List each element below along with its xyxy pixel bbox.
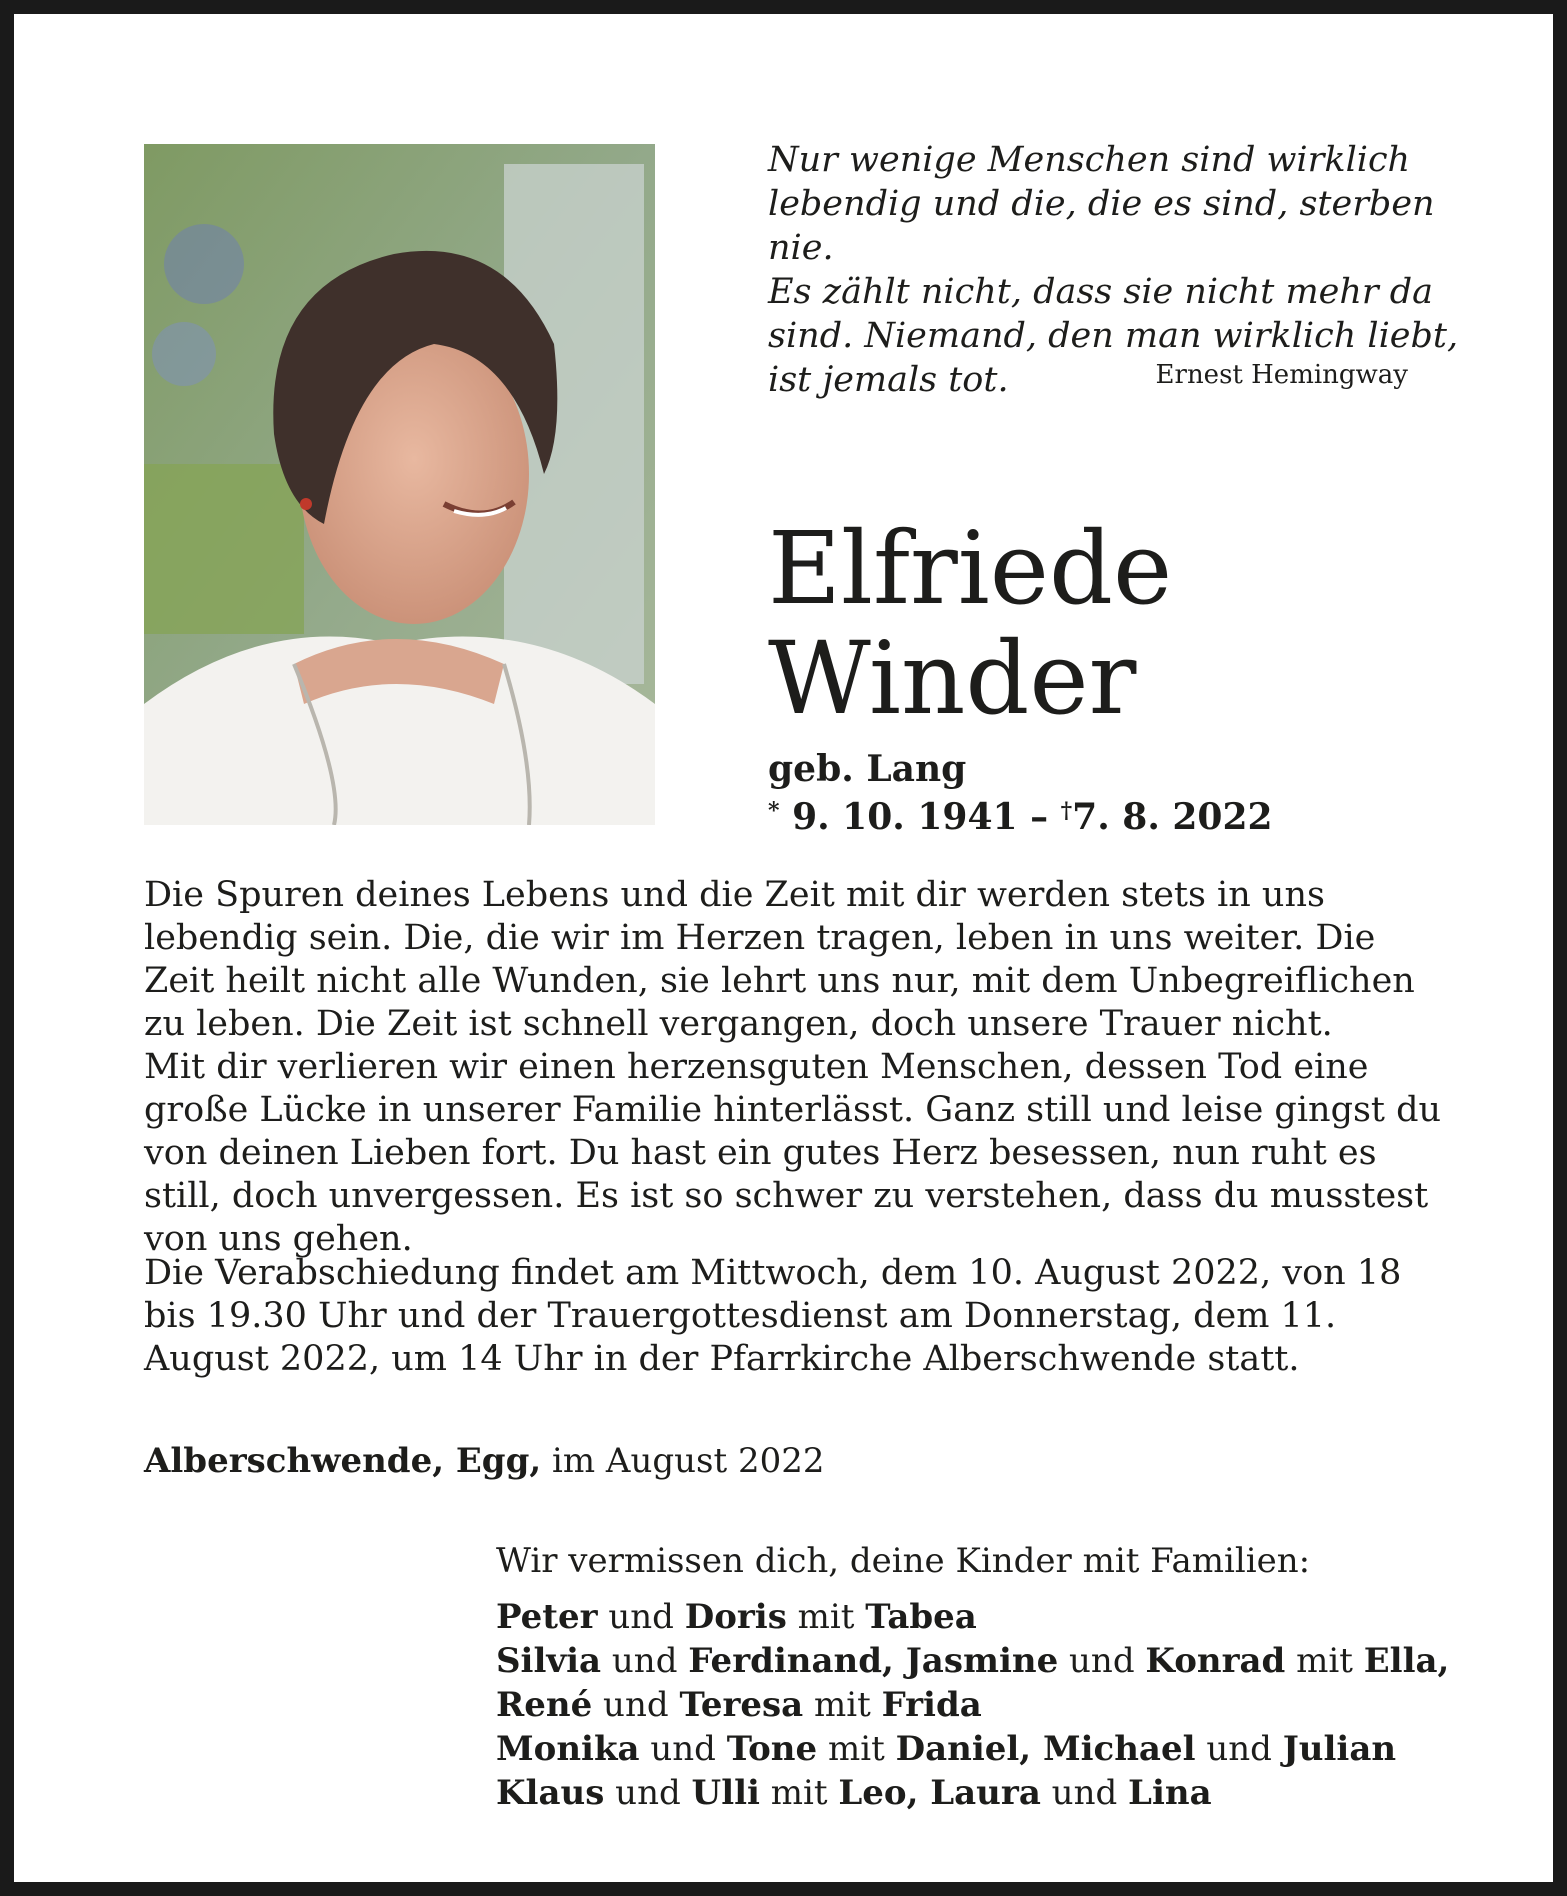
family-member-name: René xyxy=(496,1685,593,1725)
life-dates xyxy=(768,795,1273,839)
family-member-name: Peter xyxy=(496,1597,598,1637)
birth-date: 9. 10. 1941 xyxy=(792,796,1018,838)
first-name: Elfriede xyxy=(768,510,1173,627)
family-line xyxy=(496,1727,1449,1771)
portrait-photo xyxy=(144,144,655,825)
family-member-name: Doris xyxy=(684,1597,787,1637)
place-date: im August 2022 xyxy=(552,1441,825,1481)
family-member-name: Monika xyxy=(496,1729,640,1769)
paragraph-2: Mit dir verlieren wir einen herzensguten Menschen, dessen Tod eine große Lücke in unserer Familie hinterlässt. Ganz still und leise gingst du von deinen Lieben fort. Du hast ein gutes Herz besessen, nun ruht es still, doch unvergessen. Es ist so schwer zu verstehen, dass du musstest von uns gehen. xyxy=(144,1047,1442,1259)
family-member-name: Tabea xyxy=(865,1597,977,1637)
family-member-name: Teresa xyxy=(679,1685,804,1725)
funeral-announcement: Die Verabschiedung findet am Mittwoch, dem 10. August 2022, von 18 bis 19.30 Uhr und der Trauergottesdienst am Donnerstag, dem 11. August 2022, um 14 Uhr in der Pfarrkirche Alberschwende statt. xyxy=(144,1253,1402,1379)
death-symbol: † xyxy=(1060,798,1073,824)
family-line xyxy=(496,1771,1449,1815)
family-connector: und xyxy=(604,1773,692,1813)
paragraph-1: Die Spuren deines Lebens und die Zeit mit dir werden stets in uns lebendig sein. Die, die wir im Herzen tragen, leben in uns weiter. Die Zeit heilt nicht alle Wunden, sie lehrt uns nur, mit dem Unbegreiflichen zu leben. Die Zeit ist schnell vergangen, doch unsere Trauer nicht. xyxy=(144,875,1415,1044)
hemingway-quote: Nur wenige Menschen sind wirklich lebendig und die, die es sind, sterben nie. Es zählt nicht, dass sie nicht mehr da sind. Niemand, den man wirklich liebt, ist jemals tot. xyxy=(768,140,1459,400)
death-date: 7. 8. 2022 xyxy=(1072,796,1273,838)
family-member-name: Silvia xyxy=(496,1641,602,1681)
family-member-name: Daniel, Michael xyxy=(895,1729,1196,1769)
place-and-date xyxy=(144,1439,824,1483)
family-intro: Wir vermissen dich, deine Kinder mit Familien: xyxy=(496,1541,1311,1581)
family-connector: mit xyxy=(759,1773,839,1813)
family-connector: mit xyxy=(817,1729,896,1769)
family-member-name: Lina xyxy=(1128,1773,1212,1813)
quote-author: Ernest Hemingway xyxy=(1155,360,1408,390)
date-separator: – xyxy=(1030,796,1049,838)
birth-symbol: * xyxy=(768,798,780,824)
portrait-image xyxy=(144,144,655,825)
family-connector: und xyxy=(601,1641,689,1681)
obituary-text xyxy=(144,874,1454,1261)
family-member-name: Ulli xyxy=(691,1773,760,1813)
family-connector: mit xyxy=(803,1685,882,1725)
family-line xyxy=(496,1639,1449,1683)
last-name: Winder xyxy=(768,620,1137,737)
family-connector: und xyxy=(1058,1641,1146,1681)
place-towns: Alberschwende, Egg, xyxy=(144,1441,542,1481)
family-member-name: Ferdinand, Jasmine xyxy=(688,1641,1059,1681)
family-line xyxy=(496,1595,1449,1639)
maiden-name: geb. Lang xyxy=(768,748,967,790)
family-connector: und xyxy=(592,1685,680,1725)
family-member-name: Ella, xyxy=(1363,1641,1450,1681)
family-connector: mit xyxy=(786,1597,866,1637)
family-member-name: Klaus xyxy=(496,1773,605,1813)
family-member-name: Julian xyxy=(1282,1729,1397,1769)
family-connector: und xyxy=(639,1729,727,1769)
family-connector: und xyxy=(1195,1729,1283,1769)
family-member-name: Leo, Laura xyxy=(838,1773,1041,1813)
family-connector: und xyxy=(1040,1773,1129,1813)
family-list xyxy=(496,1595,1449,1815)
family-member-name: Frida xyxy=(881,1685,982,1725)
family-line xyxy=(496,1683,1449,1727)
deceased-name xyxy=(768,510,1173,737)
family-connector: und xyxy=(597,1597,685,1637)
family-member-name: Tone xyxy=(726,1729,818,1769)
family-member-name: Konrad xyxy=(1145,1641,1286,1681)
family-connector: mit xyxy=(1285,1641,1364,1681)
